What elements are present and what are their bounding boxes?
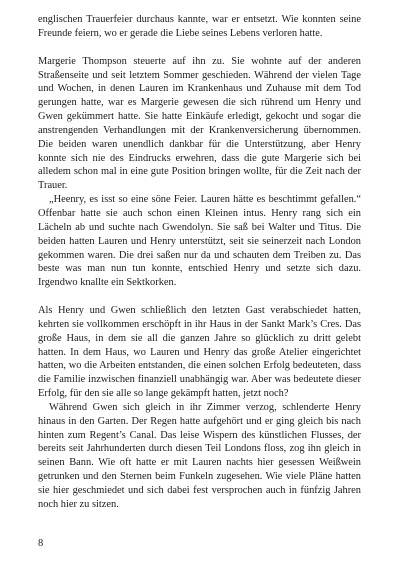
paragraph: Margerie Thompson steuerte auf ihn zu. Sie wohnte auf der anderen Straßenseite und seit letztem Sommer geschieden. Während der vielen Tage und Wochen, in denen Lauren im Krankenhaus und Zuhause mit dem Tod gerungen hatte, war es Margerie gewesen die sich rührend um Henry und Gwen gekümmert hatte. Sie hatte Einkäufe erledigt, gekocht und sogar die anstrengenden Verhandlungen mit der Krankenversicherung übernommen. Die beiden waren unendlich dankbar für die Unterstützung, aber Henry konnte sich nie des Eindrucks erwehren, dass die gute Margerie sich bei alledem schon mal in eine gute Position bringen wollte, für die Zeit nach der Trauer.: [38, 55, 361, 192]
paragraph: Während Gwen sich gleich in ihr Zimmer verzog, schlenderte Henry hinaus in den Garten. Der Regen hatte aufgehört und er ging gleich bis nach hinten zum Regent’s Canal. Das leise Wispern des künstlichen Flusses, der bereits seit Jahrhunderten durch diesen Teil Londons floss, zog ihn gleich in seinen Bann. Wie oft hatte er mit Lauren nachts hier gesessen Weißwein getrunken und den Sternen beim Funkeln zugesehen. Wie viele Pläne hatten sie hier geschmiedet und sich dabei fest versprochen auch in fünfzig Jahren noch hier zu sitzen.: [38, 401, 361, 510]
paragraph: „Heenry, es isst so eine söne Feier. Lauren hätte es beschtimmt gefallen.“ Offenbar hatte sie auch schon einen Kleinen intus. Henry rang sich ein Lächeln ab und suchte nach Gwendolyn. Sie saß bei Walter und Titus. Die beiden hatten Lauren und Henry unterstützt, seit sie seinerzeit nach London gekommen waren. Die drei saßen nur da und schauten dem Treiben zu. Das beste was man nun tun konnte, entschied Henry und setzte sich dazu. Irgendwo knallte ein Sektkorken.: [38, 194, 361, 289]
paragraph: englischen Trauerfeier durchaus kannte, war er entsetzt. Wie konnten seine Freunde feiern, wo er gerade die Liebe seines Lebens verloren hatte.: [38, 14, 361, 39]
page-number: 8: [38, 538, 44, 549]
paragraph: Als Henry und Gwen schließlich den letzten Gast verabschiedet hatten, kehrten sie vollkommen erschöpft in ihr Haus in der Sankt Mark’s Cres. Das große Haus, in dem sie all die ganzen Jahre so glücklich zu dritt gelebt hatten. In dem Haus, wo Lauren und Henry das große Atelier eingerichtet hatten, wo die Arbeiten entstanden, die einen solchen Erfolg bedeuteten, dass die Familie inzwischen finanziell unabhängig war. Aber was bedeutete dieser Erfolg, für den sie alle so lange gekämpft hatten, jetzt noch?: [38, 305, 361, 400]
body-text: [38, 13, 361, 512]
